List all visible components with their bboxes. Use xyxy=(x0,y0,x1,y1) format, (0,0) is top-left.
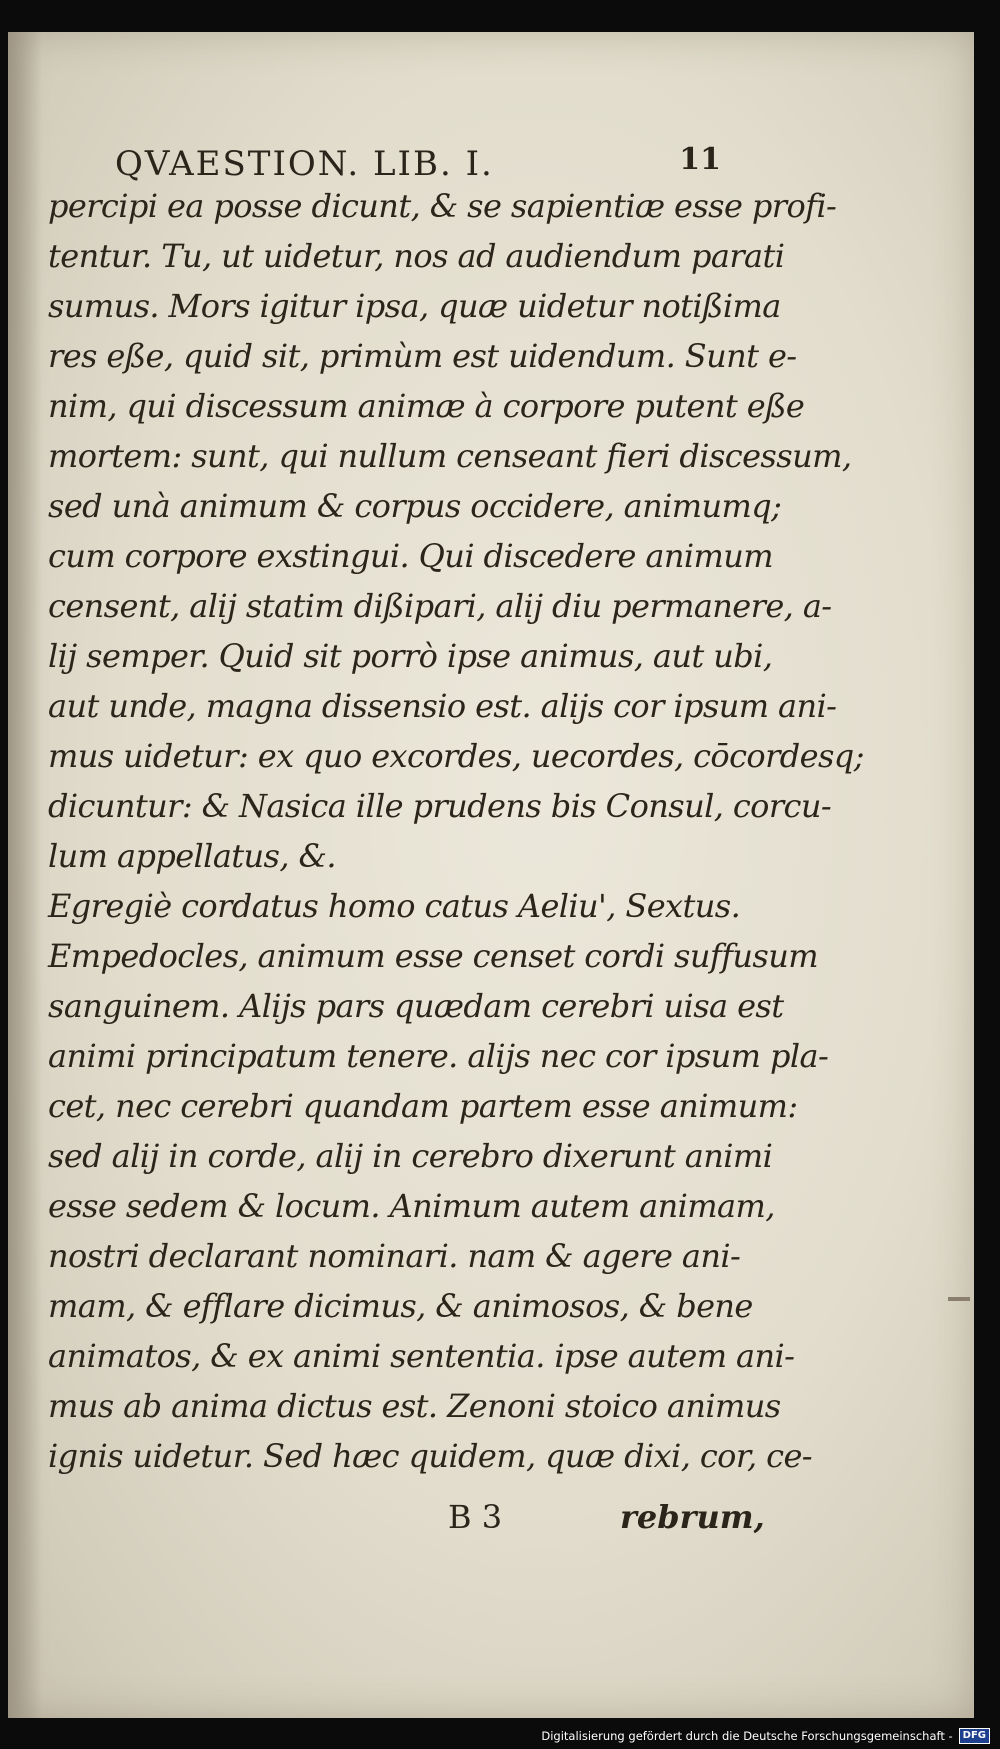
margin-mark xyxy=(948,1297,970,1301)
text-line: mus uidetur: ex quo excordes, uecordes, cōcordesq; xyxy=(48,737,864,775)
text-line: res eße, quid sit, primùm est uidendum. Sunt e- xyxy=(48,337,797,375)
text-line: sed unà animum & corpus occidere, animumq; xyxy=(48,487,782,525)
text-line: lum appellatus, &. xyxy=(48,837,336,875)
book-page xyxy=(8,32,974,1718)
text-line: animi principatum tenere. alijs nec cor ipsum pla- xyxy=(48,1037,829,1075)
text-line: sumus. Mors igitur ipsa, quæ uidetur notißima xyxy=(48,287,781,325)
page-header xyxy=(115,116,721,182)
signature-mark: B 3 xyxy=(448,1498,503,1536)
folio-number: 11 xyxy=(679,142,721,177)
text-line: dicuntur: & Nasica ille prudens bis Consul, corcu- xyxy=(48,787,832,825)
text-line: cum corpore exstingui. Qui discedere animum xyxy=(48,537,773,575)
text-line: animatos, & ex animi sententia. ipse autem ani- xyxy=(48,1337,795,1375)
text-line: nim, qui discessum animæ à corpore putent eße xyxy=(48,387,805,425)
text-line: mam, & efflare dicimus, & animosos, & bene xyxy=(48,1287,753,1325)
text-line: esse sedem & locum. Animum autem animam, xyxy=(48,1187,775,1225)
dfg-logo-icon: DFG xyxy=(959,1728,990,1744)
page-gutter-shadow xyxy=(8,32,42,1718)
text-line: Egregiè cordatus homo catus Aeliu', Sextus. xyxy=(48,887,741,925)
text-line: lij semper. Quid sit porrò ipse animus, aut ubi, xyxy=(48,637,773,675)
text-line: cet, nec cerebri quandam partem esse animum: xyxy=(48,1087,798,1125)
running-head: QVAESTION. LIB. I. xyxy=(115,144,494,184)
text-line: aut unde, magna dissensio est. alijs cor ipsum ani- xyxy=(48,687,837,725)
text-line: mortem: sunt, qui nullum censeant fieri discessum, xyxy=(48,437,852,475)
text-line: tentur. Tu, ut uidetur, nos ad audiendum parati xyxy=(48,237,785,275)
text-line: percipi ea posse dicunt, & se sapientiæ esse profi- xyxy=(48,187,837,225)
text-line: sanguinem. Alijs pars quædam cerebri uisa est xyxy=(48,987,784,1025)
text-line: sed alij in corde, alij in cerebro dixerunt animi xyxy=(48,1137,773,1175)
catchword: rebrum, xyxy=(620,1498,765,1536)
digitization-footer xyxy=(541,1727,990,1745)
text-line: ignis uidetur. Sed hæc quidem, quæ dixi, cor, ce- xyxy=(48,1437,813,1475)
body-text xyxy=(48,182,864,1482)
footer-credit: Digitalisierung gefördert durch die Deutsche Forschungsgemeinschaft - xyxy=(541,1729,953,1743)
text-line: mus ab anima dictus est. Zenoni stoico animus xyxy=(48,1387,781,1425)
text-line: censent, alij statim dißipari, alij diu permanere, a- xyxy=(48,587,832,625)
text-line: Empedocles, animum esse censet cordi suffusum xyxy=(48,937,818,975)
text-line: nostri declarant nominari. nam & agere ani- xyxy=(48,1237,741,1275)
